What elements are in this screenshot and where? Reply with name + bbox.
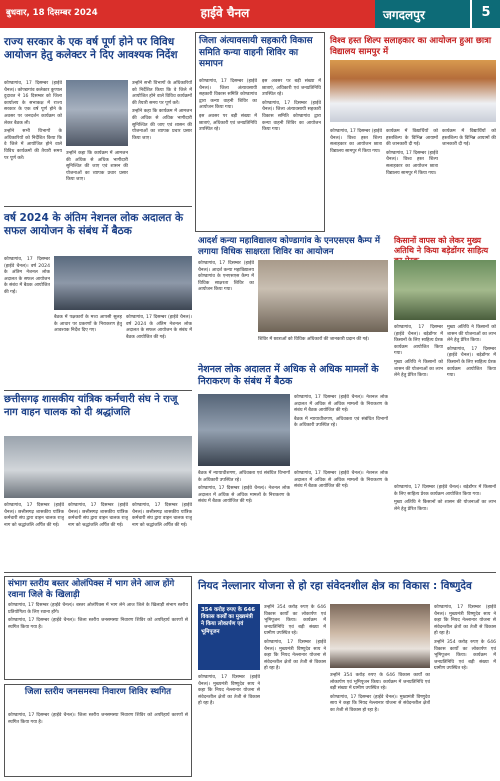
story-body — [264, 604, 326, 777]
story-paragraph: कोण्डागांव, 17 दिसम्बर (हाईवे चैनल)। नेशनल लोक अदालत में अधिक से अधिक मामलों के निराकरण के संबंध में बैठक आयोजित की गई। — [294, 395, 388, 414]
story-body — [4, 502, 64, 568]
story-body — [394, 324, 443, 480]
story-paragraph: शिविर में छात्राओं को विधिक अधिकारों की जानकारी प्रदान की गई। — [258, 337, 370, 342]
story-paragraph: उन्होंने सभी विभागों के अधिकारियों को निर्देशित किया कि वे जिले में आयोजित होने वाले विविध कार्यक्रमों की तैयारी समय पर पूर्ण करें। — [4, 129, 62, 161]
story-paragraph: कोण्डागांव, 17 दिसम्बर (हाईवे चैनल)। जिला अंत्यावसायी सहकारी विकास समिति कोण्डागांव द्वारा कन्या वाहनी शिविर का आयोजन किया गया। — [262, 100, 321, 133]
story-paragraph: कोण्डागांव, 17 दिसम्बर (हाईवे चैनल)। नेशनल लोक अदालत में अधिक से अधिक मामलों के निराकरण के संबंध में बैठक आयोजित की गई। — [198, 486, 290, 505]
story-body — [262, 78, 321, 228]
story-paragraph: कोण्डागांव, 17 दिसम्बर (हाईवे चैनल)। विश्व हस्त शिल्प सलाहकार का आयोजन छात्रा विद्यालय सामपुर में किया गया। — [330, 129, 382, 154]
story-paragraph: कोण्डागांव, 17 दिसम्बर (हाईवे चैनल)। छत्तीसगढ़ शासकीय यांत्रिक कर्मचारी संघ द्वारा वाहन चालक राजू नाग को श्रद्धांजलि अर्पित की गई। — [68, 503, 128, 528]
story-paragraph: कोण्डागांव, 17 दिसम्बर (हाईवे चैनल)। बड़ेडोंगर में किसानों के लिए साहित्य प्रेरक कार्यक्रम आयोजित किया गया। — [447, 346, 496, 379]
story-headline: छत्तीसगढ़ शासकीय यांत्रिक कर्मचारी संघ ने राजू नाग वाहन चालक को दी श्रद्धांजलि — [4, 394, 178, 418]
story-paragraph: उन्होंने 354 करोड़ रुपए के 646 विकास कार्यों का लोकार्पण एवं भूमिपूजन किया। कार्यक्रम में जनप्रतिनिधि एवं बड़ी संख्या में ग्रामीण उपस्थित रहे। — [434, 639, 496, 672]
story-body — [8, 602, 188, 676]
story-paragraph: बैठक में न्यायाधीशगण, अधिवक्ता एवं संबंधित विभागों के अधिकारी उपस्थित रहे। — [294, 416, 388, 429]
story-body — [442, 128, 496, 228]
edition-city: जगदलपुर — [375, 0, 470, 28]
story-paragraph: कोण्डागांव, 17 दिसम्बर (हाईवे चैनल)। बड़ेडोंगर में किसानों के लिए साहित्य प्रेरक कार्यक्रम आयोजित किया गया। — [394, 485, 496, 497]
divider — [4, 390, 192, 391]
story-paragraph: कोण्डागांव, 17 दिसम्बर (हाईवे चैनल)। जिला अंत्यावसायी सहकारी विकास समिति कोण्डागांव द्वारा कन्या वाहनी शिविर का आयोजन किया गया। — [199, 79, 257, 111]
story-paragraph: कोण्डागांव, 17 दिसम्बर (हाईवे चैनल)। बड़ेडोंगर में किसानों के लिए साहित्य प्रेरक कार्यक्रम आयोजित किया गया। — [394, 325, 443, 357]
story-paragraph: उन्होंने 354 करोड़ रुपए के 646 विकास कार्यों का लोकार्पण एवं भूमिपूजन किया। कार्यक्रम में जनप्रतिनिधि एवं बड़ी संख्या में ग्रामीण उपस्थित रहे। — [264, 605, 326, 637]
story-body — [198, 674, 260, 777]
story-paragraph: कोण्डागांव, 17 दिसम्बर (हाईवे चैनल)। जिला स्तरीय जनसमस्या निवारण शिविर को अपरिहार्य कारणों से स्थगित किया गया है। — [8, 618, 188, 630]
story-headline: जिला अंत्यावसायी सहकारी विकास समिति कन्या वाहनी शिविर का समापन — [199, 36, 313, 70]
story-paragraph: मुख्य अतिथि ने किसानों को शासन की योजनाओं का लाभ लेने हेतु प्रेरित किया। — [394, 359, 443, 379]
story-paragraph: कोण्डागांव, 17 दिसम्बर (हाईवे चैनल)। जिला स्तरीय जनसमस्या निवारण शिविर को अपरिहार्य कारणों से स्थगित किया गया है। — [8, 713, 188, 725]
farmers-photo — [394, 260, 496, 320]
story-body — [54, 314, 122, 384]
story-paragraph: कोण्डागांव, 17 दिसम्बर (हाईवे चैनल)। बस्तर ओलंपिक्स में भाग लेने आज जिले के खिलाड़ी संभाग स्तरीय प्रतियोगिता के लिए रवाना होंगे। — [8, 603, 188, 615]
story-paragraph: मुख्य अतिथि ने किसानों को शासन की योजनाओं का लाभ लेने हेतु प्रेरित किया। — [394, 500, 496, 512]
story-paragraph: कोण्डागांव, 17 दिसम्बर (हाईवे चैनल)। छत्तीसगढ़ शासकीय यांत्रिक कर्मचारी संघ द्वारा वाहन चालक राजू नाग को श्रद्धांजलि अर्पित की गई। — [4, 503, 64, 528]
story-paragraph: मुख्य अतिथि ने किसानों को शासन की योजनाओं का लाभ लेने हेतु प्रेरित किया। — [447, 325, 496, 344]
story-headline: आदर्श कन्या महाविद्यालय कोण्डागांव के एनएसएस कैम्प में लगाया विधिक साक्षरता शिविर का आयोजन — [198, 236, 381, 257]
story-paragraph: इस अवसर पर बड़ी संख्या में छात्राएं, अधिकारी एवं जनप्रतिनिधि उपस्थित रहे। — [199, 113, 257, 133]
story-body — [394, 484, 496, 568]
story-body — [447, 324, 496, 480]
story-paragraph: उन्होंने कहा कि कार्यक्रम में आमजन की अधिक से अधिक भागीदारी सुनिश्चित की जाए एवं शासन की योजनाओं का व्यापक प्रचार प्रसार किया जाए। — [132, 109, 192, 141]
story-body — [330, 128, 382, 228]
cm-event-photo — [330, 604, 430, 668]
tribute-photo — [4, 436, 192, 498]
story-body — [132, 502, 192, 568]
story-paragraph: उन्होंने 354 करोड़ रुपए के 646 विकास कार्यों का लोकार्पण एवं भूमिपूजन किया। कार्यक्रम में जनप्रतिनिधि एवं बड़ी संख्या में ग्रामीण उपस्थित रहे। — [330, 673, 430, 692]
story-paragraph: उन्होंने कहा कि कार्यक्रम में आमजन की अधिक से अधिक भागीदारी सुनिश्चित की जाए एवं शासन की योजनाओं का व्यापक प्रचार प्रसार किया जाए। — [66, 151, 128, 183]
story-paragraph: कोण्डागांव, 17 दिसम्बर (हाईवे चैनल)। विश्व हस्त शिल्प सलाहकार का आयोजन छात्रा विद्यालय सामपुर में किया गया। — [386, 150, 438, 176]
story-body — [66, 150, 128, 202]
meeting-photo — [66, 80, 128, 146]
newspaper-brand: हाईवे चैनल — [200, 6, 250, 20]
event-photo — [330, 60, 496, 122]
story-headline: जिला स्तरीय जनसमस्या निवारण शिविर स्थगित — [24, 687, 172, 697]
story-headline: संभाग स्तरीय बस्तर ओलंपिक्स में भाग लेने आज होंगे रवाना जिले के खिलाड़ी — [8, 579, 175, 600]
story-body — [4, 80, 62, 202]
story-body — [294, 394, 388, 466]
callout-text: 354 करोड़ रुपए के 646 विकास कार्यों का मुख्यमंत्री ने किया लोकार्पण एवं भूमिपूजन — [201, 607, 256, 635]
story-headline: नेशनल लोक अदालत में अधिक से अधिक मामलों के निराकरण के संबंध में बैठक — [198, 364, 379, 388]
story-body — [258, 336, 388, 358]
story-paragraph: उन्होंने सभी विभागों के अधिकारियों को निर्देशित किया कि वे जिले में आयोजित होने वाले विविध कार्यक्रमों की तैयारी समय पर पूर्ण करें। — [132, 81, 192, 106]
story-headline: वर्ष 2024 के अंतिम नेशनल लोक अदालत के सफल आयोजन के संबंध में बैठक — [4, 212, 184, 238]
court-meeting-photo — [198, 394, 290, 466]
story-paragraph: बैठक में पक्षकारों के मध्य आपसी सुलह के आधार पर प्रकरणों के निराकरण हेतु आवश्यक निर्देश दिए गए। — [54, 315, 122, 334]
camp-photo — [258, 260, 388, 332]
story-headline: किसानों वापस को लेकर मुख्य अतिथि ने किया बड़ेडोंगर साहित्य — [394, 236, 489, 256]
story-body — [198, 470, 290, 568]
story-headline: विश्व हस्त शिल्प सलाहकार का आयोजन हुआ छात्रा विद्यालय सामपुर में — [330, 36, 492, 57]
story-body — [434, 604, 496, 777]
story-paragraph: इस अवसर पर बड़ी संख्या में छात्राएं, अधिकारी एवं जनप्रतिनिधि उपस्थित रहे। — [262, 79, 321, 98]
story-body — [8, 712, 188, 774]
story-body — [199, 78, 257, 228]
page-number: 5 — [470, 0, 500, 28]
story-paragraph: कोण्डागांव, 17 दिसम्बर (हाईवे चैनल)। कोण्डागांव कलेक्टर कुणाल दुदावत ने 16 दिसम्बर को जिला कार्यालय के सभाकक्ष में राज्य सरकार के एक वर्ष पूर्ण होने के अवसर पर जनदर्शन कार्यक्रम को लेकर बैठक ली। — [4, 81, 62, 126]
story-paragraph: कार्यक्रम में विद्यार्थियों को हस्तशिल्प के विभिन्न आयामों की जानकारी दी गई। — [386, 129, 438, 148]
story-paragraph: कोण्डागांव, 17 दिसम्बर (हाईवे चैनल)। छत्तीसगढ़ शासकीय यांत्रिक कर्मचारी संघ द्वारा वाहन चालक राजू नाग को श्रद्धांजलि अर्पित की गई। — [132, 503, 192, 528]
story-body — [294, 470, 388, 568]
story-paragraph: कोण्डागांव, 17 दिसम्बर (हाईवे चैनल)। वर्ष 2024 के अंतिम नेशनल लोक अदालत के सफल आयोजन के संबंध में बैठक आयोजित की गई। — [126, 315, 192, 340]
meeting-photo — [54, 256, 192, 310]
story-paragraph: कोण्डागांव, 17 दिसम्बर (हाईवे चैनल)। मुख्यमंत्री विष्णुदेव साय ने कहा कि नियद नेल्लानार योजना से संवेदनशील क्षेत्रों का तेजी से विकास हो रहा है। — [264, 639, 326, 672]
story-paragraph: बैठक में न्यायाधीशगण, अधिवक्ता एवं संबंधित विभागों के अधिकारी उपस्थित रहे। — [198, 471, 290, 483]
story-headline: राज्य सरकार के एक वर्ष पूर्ण होने पर विविध आयोजन हेतु कलेक्टर ने दिए आवश्यक निर्देश — [4, 36, 178, 62]
story-paragraph: कार्यक्रम में विद्यार्थियों को हस्तशिल्प के विभिन्न आयामों की जानकारी दी गई। — [442, 129, 496, 148]
divider — [4, 206, 192, 207]
story-headline: नियद नेल्लानार योजना से हो रहा संवेदनशील क्षेत्र का विकास : विष्णुदेव — [198, 580, 472, 592]
story-paragraph: कोण्डागांव, 17 दिसम्बर (हाईवे चैनल)। वर्ष 2024 के अंतिम नेशनल लोक अदालत के सफल आयोजन के संबंध में बैठक आयोजित की गई। — [4, 257, 50, 295]
story-body — [330, 672, 430, 777]
story-body — [4, 256, 50, 384]
story-body — [68, 502, 128, 568]
story-body — [386, 128, 438, 228]
issue-date: बुधवार, 18 दिसम्बर 2024 — [6, 8, 98, 18]
story-body — [132, 80, 192, 202]
story-paragraph: कोण्डागांव, 17 दिसम्बर (हाईवे चैनल)। मुख्यमंत्री विष्णुदेव साय ने कहा कि नियद नेल्लानार योजना से संवेदनशील क्षेत्रों का तेजी से विकास हो रहा है। — [330, 694, 430, 713]
story-body — [126, 314, 192, 384]
divider — [4, 572, 496, 573]
story-paragraph: कोण्डागांव, 17 दिसम्बर (हाईवे चैनल)। आदर्श कन्या महाविद्यालय कोण्डागांव के एनएसएस कैम्प में विधिक साक्षरता शिविर का आयोजन किया गया। — [198, 261, 254, 293]
story-paragraph: कोण्डागांव, 17 दिसम्बर (हाईवे चैनल)। मुख्यमंत्री विष्णुदेव साय ने कहा कि नियद नेल्लानार योजना से संवेदनशील क्षेत्रों का तेजी से विकास हो रहा है। — [434, 605, 496, 637]
story-paragraph: कोण्डागांव, 17 दिसम्बर (हाईवे चैनल)। नेशनल लोक अदालत में अधिक से अधिक मामलों के निराकरण के संबंध में बैठक आयोजित की गई। — [294, 471, 388, 490]
story-body — [198, 260, 254, 358]
story-paragraph: कोण्डागांव, 17 दिसम्बर (हाईवे चैनल)। मुख्यमंत्री विष्णुदेव साय ने कहा कि नियद नेल्लानार योजना से संवेदनशील क्षेत्रों का तेजी से विकास हो रहा है। — [198, 675, 260, 707]
